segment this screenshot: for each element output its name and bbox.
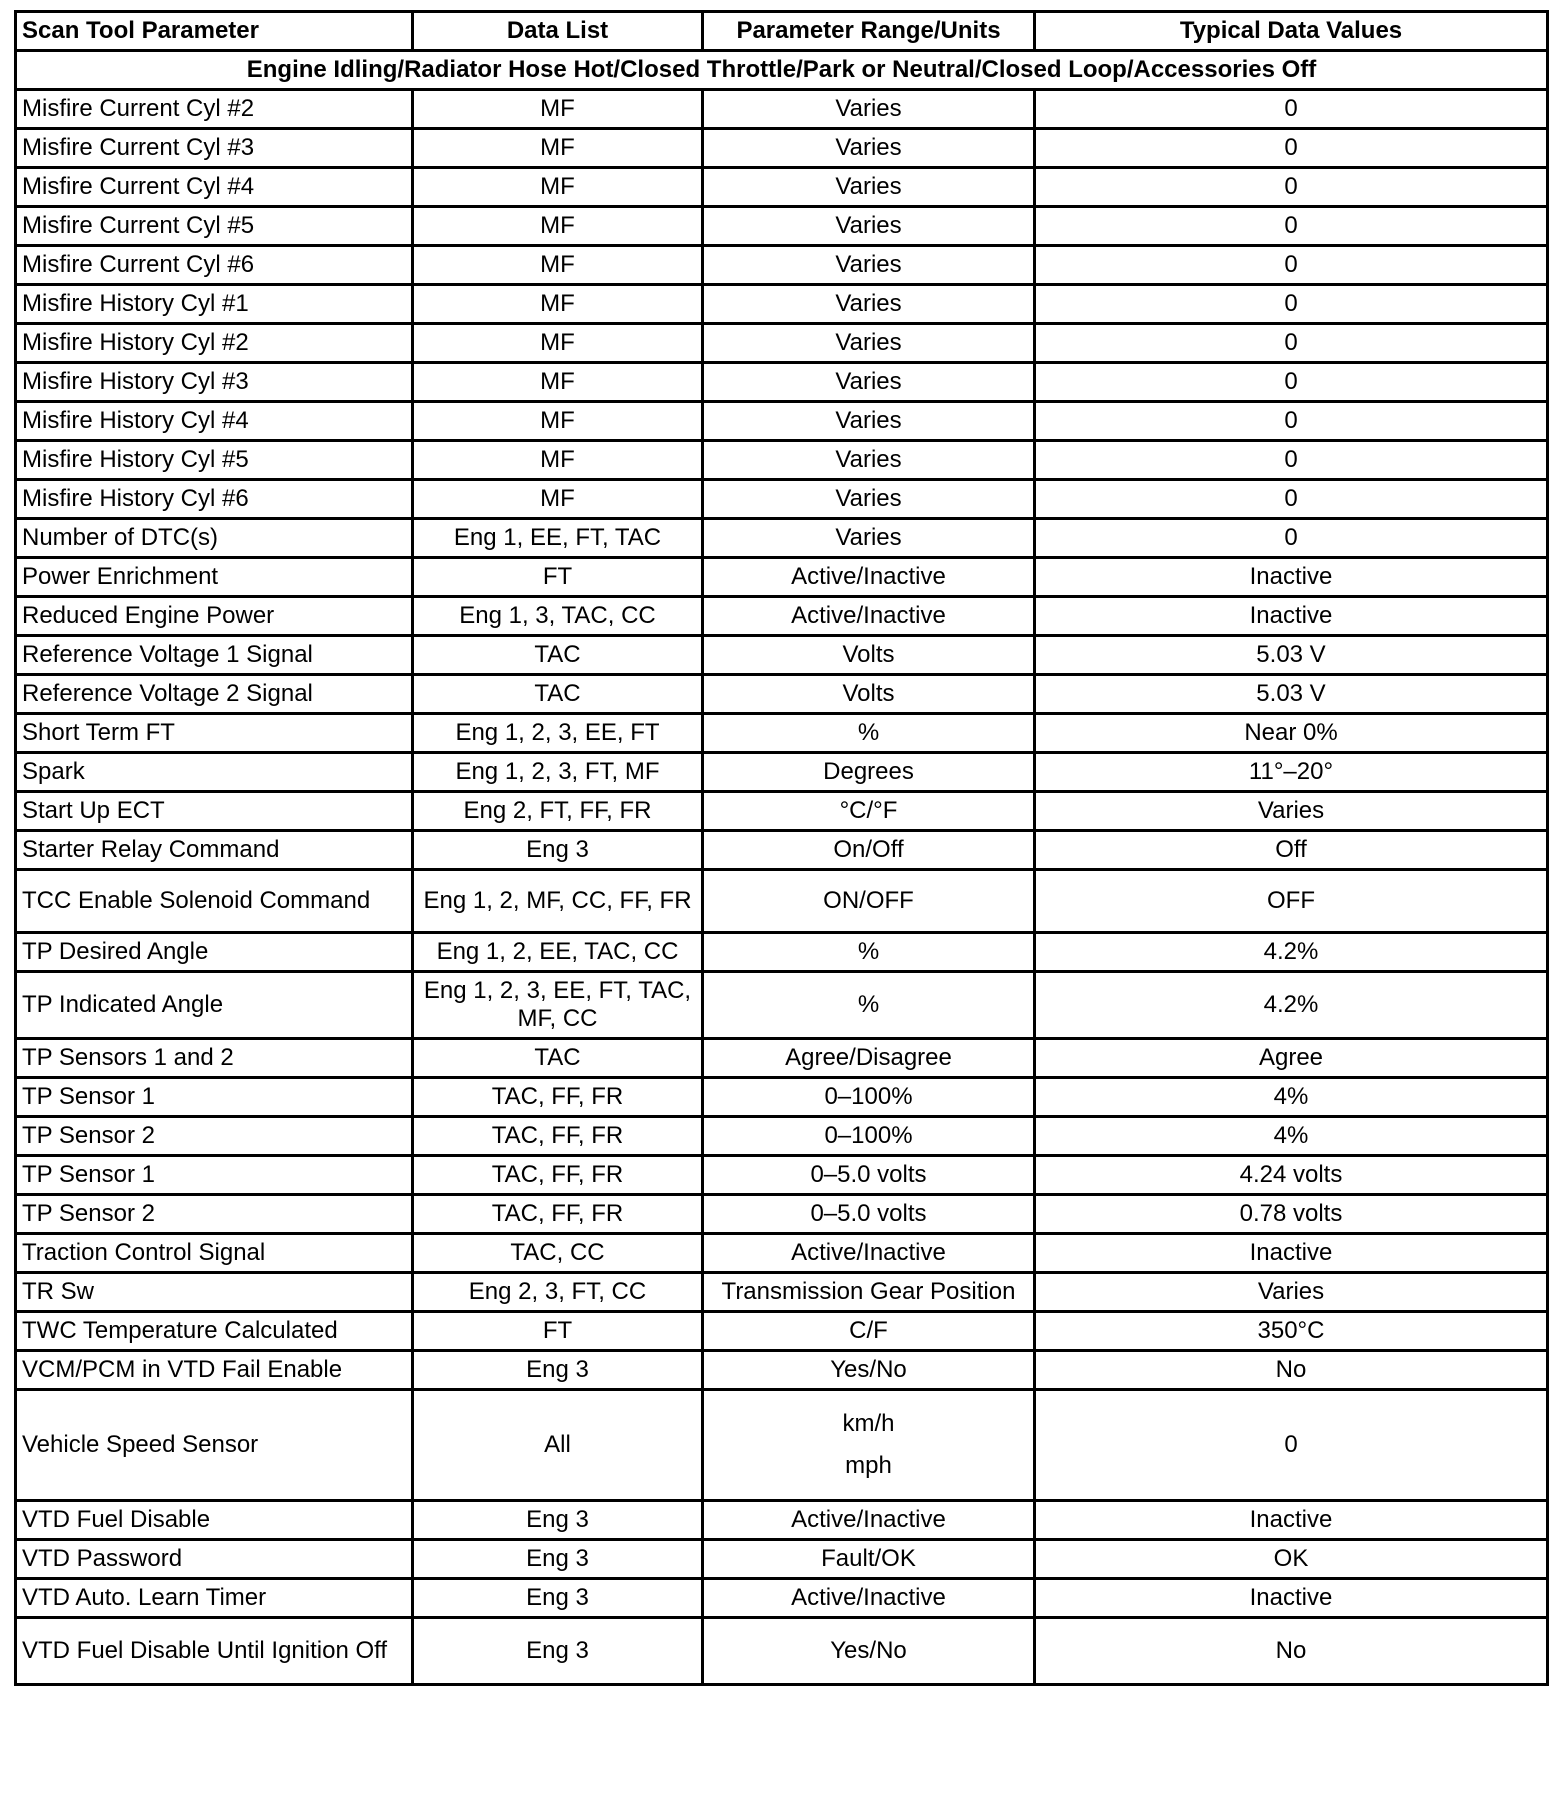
cell-parameter: Reference Voltage 1 Signal xyxy=(16,636,413,675)
cell-range-units: Varies xyxy=(703,129,1035,168)
cell-range-units: Active/Inactive xyxy=(703,558,1035,597)
cell-typical-value: OK xyxy=(1035,1540,1548,1579)
cell-parameter: Misfire History Cyl #1 xyxy=(16,285,413,324)
cell-typical-value: 0 xyxy=(1035,129,1548,168)
table-row xyxy=(16,363,1548,402)
scan-tool-data-table xyxy=(14,10,1549,1686)
cell-data-list: MF xyxy=(413,441,703,480)
cell-parameter: Number of DTC(s) xyxy=(16,519,413,558)
table-row xyxy=(16,792,1548,831)
cell-range-units: Fault/OK xyxy=(703,1540,1035,1579)
table-row xyxy=(16,675,1548,714)
cell-range-units: % xyxy=(703,714,1035,753)
cell-parameter: Spark xyxy=(16,753,413,792)
cell-data-list: MF xyxy=(413,324,703,363)
table-row xyxy=(16,168,1548,207)
header-typical-data-values: Typical Data Values xyxy=(1035,12,1548,51)
unit-line: km/h xyxy=(842,1410,895,1437)
cell-typical-value: Inactive xyxy=(1035,558,1548,597)
cell-typical-value: OFF xyxy=(1035,870,1548,933)
cell-data-list: MF xyxy=(413,90,703,129)
table-body xyxy=(16,51,1548,1685)
cell-typical-value: No xyxy=(1035,1351,1548,1390)
cell-range-units: Varies xyxy=(703,441,1035,480)
section-title: Engine Idling/Radiator Hose Hot/Closed Throttle/Park or Neutral/Closed Loop/Accessories Off xyxy=(16,51,1548,90)
cell-range-units: On/Off xyxy=(703,831,1035,870)
cell-range-units: % xyxy=(703,933,1035,972)
table-row xyxy=(16,1390,1548,1501)
cell-typical-value: 350°C xyxy=(1035,1312,1548,1351)
cell-typical-value: 4.2% xyxy=(1035,933,1548,972)
document-page xyxy=(14,10,1546,1686)
cell-data-list: Eng 3 xyxy=(413,831,703,870)
cell-data-list: Eng 1, 2, 3, EE, FT, TAC, MF, CC xyxy=(413,972,703,1039)
table-row xyxy=(16,831,1548,870)
cell-typical-value: 5.03 V xyxy=(1035,675,1548,714)
cell-typical-value: Inactive xyxy=(1035,1234,1548,1273)
cell-data-list: TAC, FF, FR xyxy=(413,1156,703,1195)
cell-typical-value: Off xyxy=(1035,831,1548,870)
cell-range-units: Yes/No xyxy=(703,1618,1035,1685)
cell-typical-value: 0 xyxy=(1035,285,1548,324)
cell-data-list: MF xyxy=(413,168,703,207)
cell-parameter: VTD Fuel Disable xyxy=(16,1501,413,1540)
cell-range-units: Varies xyxy=(703,90,1035,129)
cell-typical-value: 0 xyxy=(1035,246,1548,285)
cell-data-list: TAC, FF, FR xyxy=(413,1078,703,1117)
cell-parameter: TCC Enable Solenoid Command xyxy=(16,870,413,933)
table-row xyxy=(16,1234,1548,1273)
cell-data-list: FT xyxy=(413,558,703,597)
cell-parameter: Vehicle Speed Sensor xyxy=(16,1390,413,1501)
cell-data-list: Eng 2, FT, FF, FR xyxy=(413,792,703,831)
table-row xyxy=(16,870,1548,933)
cell-range-units: °C/°F xyxy=(703,792,1035,831)
cell-parameter: VTD Password xyxy=(16,1540,413,1579)
cell-parameter: Misfire Current Cyl #2 xyxy=(16,90,413,129)
table-row xyxy=(16,1351,1548,1390)
table-row xyxy=(16,324,1548,363)
cell-typical-value: 0 xyxy=(1035,168,1548,207)
table-row xyxy=(16,1501,1548,1540)
cell-range-units: % xyxy=(703,972,1035,1039)
table-row xyxy=(16,714,1548,753)
table-row xyxy=(16,402,1548,441)
cell-data-list: TAC xyxy=(413,636,703,675)
table-row xyxy=(16,1540,1548,1579)
table-row xyxy=(16,1117,1548,1156)
cell-typical-value: 0 xyxy=(1035,402,1548,441)
cell-range-units: Varies xyxy=(703,480,1035,519)
table-row xyxy=(16,1312,1548,1351)
table-row xyxy=(16,597,1548,636)
cell-data-list: MF xyxy=(413,480,703,519)
cell-parameter: Power Enrichment xyxy=(16,558,413,597)
unit-gap xyxy=(709,1438,1028,1452)
cell-typical-value: 4.2% xyxy=(1035,972,1548,1039)
cell-range-units: Active/Inactive xyxy=(703,1501,1035,1540)
cell-range-units: Varies xyxy=(703,402,1035,441)
cell-parameter: Starter Relay Command xyxy=(16,831,413,870)
cell-range-units: Varies xyxy=(703,363,1035,402)
cell-data-list: MF xyxy=(413,207,703,246)
cell-range-units: C/F xyxy=(703,1312,1035,1351)
cell-parameter: TR Sw xyxy=(16,1273,413,1312)
cell-data-list: TAC, CC xyxy=(413,1234,703,1273)
cell-typical-value: Inactive xyxy=(1035,1579,1548,1618)
table-row xyxy=(16,972,1548,1039)
cell-typical-value: 0 xyxy=(1035,1390,1548,1501)
cell-range-units: ON/OFF xyxy=(703,870,1035,933)
cell-parameter: Misfire History Cyl #2 xyxy=(16,324,413,363)
table-row xyxy=(16,1078,1548,1117)
cell-typical-value: Near 0% xyxy=(1035,714,1548,753)
cell-typical-value: Inactive xyxy=(1035,597,1548,636)
table-row xyxy=(16,1618,1548,1685)
cell-typical-value: Agree xyxy=(1035,1039,1548,1078)
cell-range-units: Varies xyxy=(703,246,1035,285)
cell-parameter: TP Indicated Angle xyxy=(16,972,413,1039)
cell-data-list: Eng 3 xyxy=(413,1501,703,1540)
cell-parameter: TP Desired Angle xyxy=(16,933,413,972)
cell-typical-value: Varies xyxy=(1035,792,1548,831)
cell-parameter: Reduced Engine Power xyxy=(16,597,413,636)
header-parameter-range-units: Parameter Range/Units xyxy=(703,12,1035,51)
cell-data-list: TAC xyxy=(413,1039,703,1078)
table-row xyxy=(16,285,1548,324)
cell-parameter: Short Term FT xyxy=(16,714,413,753)
cell-data-list: Eng 3 xyxy=(413,1618,703,1685)
cell-parameter: Misfire Current Cyl #5 xyxy=(16,207,413,246)
cell-range-units: 0–5.0 volts xyxy=(703,1156,1035,1195)
cell-data-list: Eng 2, 3, FT, CC xyxy=(413,1273,703,1312)
cell-typical-value: Varies xyxy=(1035,1273,1548,1312)
cell-typical-value: 0 xyxy=(1035,519,1548,558)
cell-data-list: TAC, FF, FR xyxy=(413,1195,703,1234)
cell-parameter: TP Sensor 1 xyxy=(16,1078,413,1117)
cell-parameter: Misfire History Cyl #4 xyxy=(16,402,413,441)
table-row xyxy=(16,246,1548,285)
cell-parameter: Misfire History Cyl #3 xyxy=(16,363,413,402)
section-row xyxy=(16,51,1548,90)
cell-data-list: TAC, FF, FR xyxy=(413,1117,703,1156)
cell-parameter: TWC Temperature Calculated xyxy=(16,1312,413,1351)
cell-range-units: Active/Inactive xyxy=(703,597,1035,636)
table-row xyxy=(16,753,1548,792)
cell-range-units: Volts xyxy=(703,675,1035,714)
cell-data-list: Eng 3 xyxy=(413,1351,703,1390)
cell-typical-value: 0 xyxy=(1035,480,1548,519)
table-row xyxy=(16,558,1548,597)
table-row xyxy=(16,519,1548,558)
cell-data-list: MF xyxy=(413,246,703,285)
cell-parameter: Misfire Current Cyl #3 xyxy=(16,129,413,168)
cell-typical-value: 0.78 volts xyxy=(1035,1195,1548,1234)
cell-data-list: MF xyxy=(413,402,703,441)
cell-parameter: VTD Auto. Learn Timer xyxy=(16,1579,413,1618)
cell-range-units: Varies xyxy=(703,168,1035,207)
cell-typical-value: 0 xyxy=(1035,324,1548,363)
table-row xyxy=(16,1195,1548,1234)
cell-data-list: TAC xyxy=(413,675,703,714)
cell-typical-value: 4.24 volts xyxy=(1035,1156,1548,1195)
cell-parameter: VTD Fuel Disable Until Ignition Off xyxy=(16,1618,413,1685)
cell-range-units: Yes/No xyxy=(703,1351,1035,1390)
header-scan-tool-parameter: Scan Tool Parameter xyxy=(16,12,413,51)
cell-range-units xyxy=(703,1390,1035,1501)
cell-parameter: VCM/PCM in VTD Fail Enable xyxy=(16,1351,413,1390)
cell-typical-value: No xyxy=(1035,1618,1548,1685)
cell-typical-value: 5.03 V xyxy=(1035,636,1548,675)
cell-range-units: 0–100% xyxy=(703,1078,1035,1117)
cell-parameter: TP Sensors 1 and 2 xyxy=(16,1039,413,1078)
cell-parameter: Misfire History Cyl #5 xyxy=(16,441,413,480)
cell-range-units: Varies xyxy=(703,519,1035,558)
table-row xyxy=(16,1579,1548,1618)
cell-range-units: Varies xyxy=(703,207,1035,246)
cell-data-list: Eng 1, 3, TAC, CC xyxy=(413,597,703,636)
cell-parameter: Misfire Current Cyl #6 xyxy=(16,246,413,285)
header-row xyxy=(16,12,1548,51)
table-row xyxy=(16,1156,1548,1195)
cell-data-list: Eng 1, 2, MF, CC, FF, FR xyxy=(413,870,703,933)
cell-typical-value: 11°–20° xyxy=(1035,753,1548,792)
cell-data-list: Eng 1, 2, 3, EE, FT xyxy=(413,714,703,753)
cell-data-list: Eng 3 xyxy=(413,1540,703,1579)
cell-data-list: All xyxy=(413,1390,703,1501)
cell-typical-value: 0 xyxy=(1035,441,1548,480)
cell-range-units: Degrees xyxy=(703,753,1035,792)
cell-data-list: MF xyxy=(413,129,703,168)
cell-data-list: Eng 1, EE, FT, TAC xyxy=(413,519,703,558)
cell-range-units: Transmission Gear Position xyxy=(703,1273,1035,1312)
cell-range-units: Agree/Disagree xyxy=(703,1039,1035,1078)
cell-range-units: Volts xyxy=(703,636,1035,675)
cell-parameter: Misfire Current Cyl #4 xyxy=(16,168,413,207)
table-row xyxy=(16,933,1548,972)
cell-data-list: Eng 3 xyxy=(413,1579,703,1618)
cell-data-list: Eng 1, 2, EE, TAC, CC xyxy=(413,933,703,972)
cell-typical-value: 0 xyxy=(1035,363,1548,402)
cell-parameter: Misfire History Cyl #6 xyxy=(16,480,413,519)
cell-typical-value: 4% xyxy=(1035,1078,1548,1117)
cell-data-list: Eng 1, 2, 3, FT, MF xyxy=(413,753,703,792)
table-row xyxy=(16,1273,1548,1312)
table-row xyxy=(16,129,1548,168)
unit-line: mph xyxy=(845,1452,892,1479)
cell-parameter: TP Sensor 2 xyxy=(16,1117,413,1156)
cell-parameter: Reference Voltage 2 Signal xyxy=(16,675,413,714)
cell-range-units: Varies xyxy=(703,285,1035,324)
table-row xyxy=(16,1039,1548,1078)
cell-typical-value: 0 xyxy=(1035,207,1548,246)
cell-typical-value: Inactive xyxy=(1035,1501,1548,1540)
cell-typical-value: 4% xyxy=(1035,1117,1548,1156)
cell-parameter: TP Sensor 2 xyxy=(16,1195,413,1234)
cell-range-units: Active/Inactive xyxy=(703,1234,1035,1273)
cell-data-list: FT xyxy=(413,1312,703,1351)
cell-parameter: Traction Control Signal xyxy=(16,1234,413,1273)
cell-range-units: 0–100% xyxy=(703,1117,1035,1156)
header-data-list: Data List xyxy=(413,12,703,51)
table-row xyxy=(16,90,1548,129)
cell-typical-value: 0 xyxy=(1035,90,1548,129)
cell-parameter: Start Up ECT xyxy=(16,792,413,831)
table-row xyxy=(16,480,1548,519)
table-row xyxy=(16,207,1548,246)
cell-range-units: Active/Inactive xyxy=(703,1579,1035,1618)
table-row xyxy=(16,441,1548,480)
table-row xyxy=(16,636,1548,675)
cell-data-list: MF xyxy=(413,285,703,324)
cell-parameter: TP Sensor 1 xyxy=(16,1156,413,1195)
cell-data-list: MF xyxy=(413,363,703,402)
cell-range-units: Varies xyxy=(703,324,1035,363)
cell-range-units: 0–5.0 volts xyxy=(703,1195,1035,1234)
